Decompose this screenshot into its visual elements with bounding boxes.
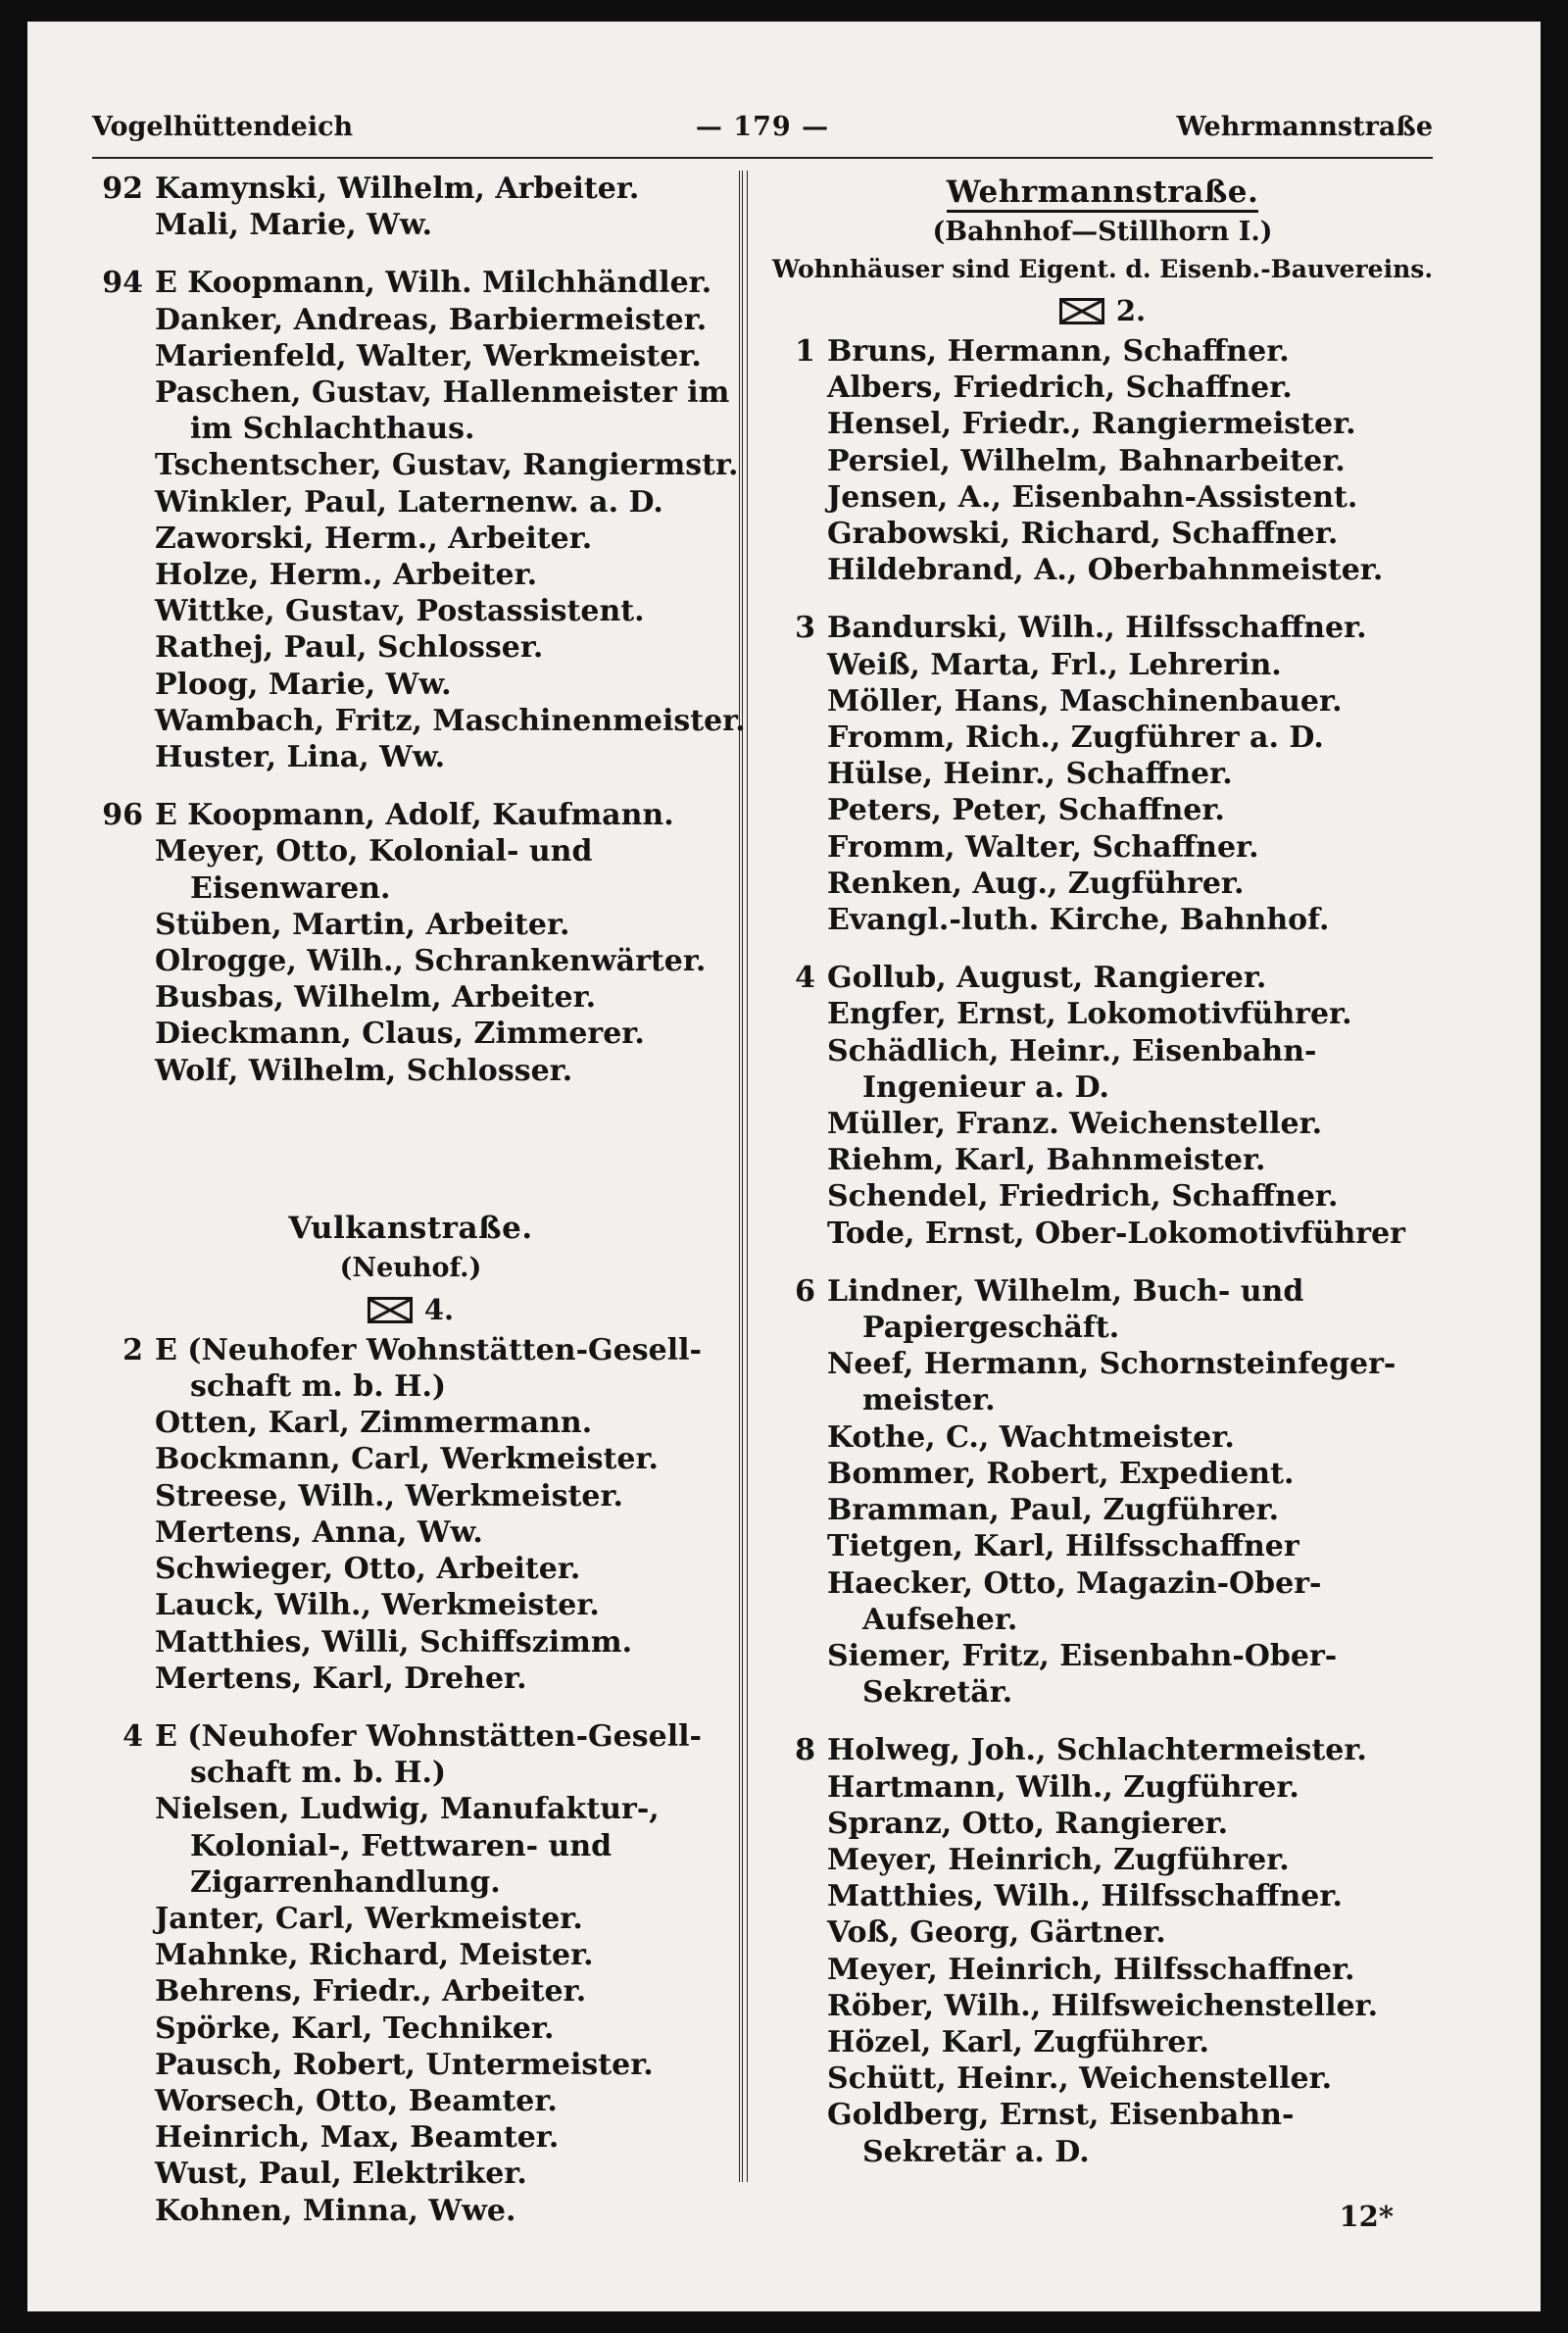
- entry-text: Fromm, Rich., Zugführer a. D.: [827, 720, 1324, 756]
- column-divider: [739, 171, 748, 2182]
- entry-text: Eisenwaren.: [190, 870, 391, 906]
- house-number-entry: [92, 171, 729, 207]
- header-left-street: Vogelhüttendeich: [92, 112, 354, 142]
- entry-text: Worsech, Otto, Beamter.: [155, 2083, 558, 2118]
- resident-entry: [92, 1478, 729, 1514]
- house-number: 4: [122, 1718, 143, 1754]
- resident-entry: [764, 683, 1441, 720]
- entry-text: Zigarrenhandlung.: [190, 1864, 501, 1900]
- resident-entry: [764, 647, 1441, 683]
- entry-text: Wust, Paul, Elektriker.: [155, 2157, 527, 2192]
- entry-text: Sekretär.: [862, 1675, 1013, 1711]
- house-block-2: [92, 1332, 729, 1697]
- entry-text: Gollub, August, Rangierer.: [827, 961, 1267, 996]
- entry-text: Nielsen, Ludwig, Manufaktur-,: [155, 1792, 660, 1827]
- entry-continuation: [92, 1864, 729, 1901]
- resident-entry: [92, 2047, 729, 2083]
- resident-entry: [764, 1456, 1441, 1492]
- house-number: 2: [122, 1332, 143, 1367]
- entry-text: Meyer, Otto, Kolonial- und: [155, 834, 593, 869]
- resident-entry: [764, 1952, 1441, 1988]
- resident-entry: [764, 1914, 1441, 1951]
- resident-entry: [764, 2060, 1441, 2097]
- entry-text: Bruns, Hermann, Schaffner.: [827, 334, 1290, 369]
- house-block-4-right: [764, 960, 1441, 1252]
- entry-text: E (Neuhofer Wohnstätten-Gesell-: [155, 1718, 702, 1754]
- entry-text: Zaworski, Herm., Arbeiter.: [155, 521, 593, 556]
- entry-text: Marienfeld, Walter, Werkmeister.: [155, 338, 702, 373]
- entry-text: Riehm, Karl, Bahnmeister.: [827, 1143, 1266, 1178]
- running-head: [92, 112, 1433, 151]
- entry-text: Röber, Wilh., Hilfsweichensteller.: [827, 1988, 1379, 2023]
- entry-text: Hülse, Heinr., Schaffner.: [827, 757, 1233, 792]
- resident-entry: [764, 1346, 1441, 1382]
- resident-entry: [92, 593, 729, 629]
- entry-text: Schädlich, Heinr., Eisenbahn-: [827, 1033, 1317, 1068]
- entry-continuation: [764, 1069, 1441, 1106]
- entry-text: Matthies, Wilh., Hilfsschaffner.: [827, 1879, 1343, 1914]
- entry-text: Wittke, Gustav, Postassistent.: [155, 594, 645, 629]
- resident-entry: [764, 1142, 1441, 1178]
- entry-text: Holze, Herm., Arbeiter.: [155, 558, 538, 593]
- house-block-8: [764, 1732, 1441, 2169]
- resident-entry: [92, 1514, 729, 1551]
- house-number-entry: [92, 1332, 729, 1368]
- house-number: 92: [102, 172, 143, 206]
- entry-text: Meyer, Heinrich, Hilfsschaffner.: [827, 1952, 1355, 1987]
- entry-text: Spranz, Otto, Rangierer.: [827, 1806, 1229, 1841]
- resident-entry: [92, 557, 729, 593]
- house-number-entry: [764, 1273, 1441, 1310]
- postal-district-number: 4.: [423, 1292, 455, 1326]
- entry-continuation: [92, 1755, 729, 1791]
- house-block-1: [764, 333, 1441, 588]
- entry-text: schaft m. b. H.): [190, 1369, 447, 1405]
- postal-district-wehrmannstrasse: [764, 288, 1441, 333]
- entry-text: Lindner, Wilhelm, Buch- und: [827, 1273, 1304, 1309]
- house-number-entry: [92, 1718, 729, 1755]
- resident-entry: [764, 996, 1441, 1032]
- resident-entry: [764, 792, 1441, 828]
- resident-entry: [764, 1988, 1441, 2024]
- entry-text: Mali, Marie, Ww.: [155, 208, 433, 243]
- entry-text: E Koopmann, Adolf, Kaufmann.: [155, 798, 674, 833]
- resident-entry: [92, 629, 729, 666]
- entry-text: Matthies, Willi, Schiffszimm.: [155, 1624, 633, 1660]
- house-block-96: [92, 797, 729, 1089]
- resident-entry: [92, 1405, 729, 1441]
- entry-text: Hartmann, Wilh., Zugführer.: [827, 1769, 1299, 1805]
- street-subtitle-vulkanstrasse: (Neuhof.): [339, 1252, 482, 1283]
- entry-text: Goldberg, Ernst, Eisenbahn-: [827, 2098, 1295, 2133]
- entry-text: Rathej, Paul, Schlosser.: [155, 630, 544, 666]
- postal-district-number: 2.: [1115, 294, 1147, 327]
- entry-continuation: [764, 2134, 1441, 2170]
- resident-entry: [764, 2097, 1441, 2133]
- resident-entry: [764, 1216, 1441, 1252]
- resident-entry: [764, 1492, 1441, 1528]
- entry-text: Müller, Franz. Weichensteller.: [827, 1107, 1323, 1142]
- entry-text: Lauck, Wilh., Werkmeister.: [155, 1588, 600, 1623]
- entry-text: Busbas, Wilhelm, Arbeiter.: [155, 980, 597, 1016]
- entry-text: Ingenieur a. D.: [862, 1069, 1109, 1105]
- resident-entry: [92, 1551, 729, 1587]
- entry-text: Albers, Friedrich, Schaffner.: [827, 371, 1293, 406]
- resident-entry: [92, 703, 746, 739]
- street-note-wehrmannstrasse: Wohnhäuser sind Eigent. d. Eisenb.-Bauvereins.: [771, 255, 1434, 283]
- resident-entry: [764, 720, 1441, 756]
- entry-text: Wambach, Fritz, Maschinenmeister.: [155, 703, 746, 738]
- page-number: — 179 —: [695, 112, 830, 142]
- entry-text: Wolf, Wilhelm, Schlosser.: [155, 1053, 573, 1088]
- postal-district-vulkanstrasse: [92, 1287, 729, 1332]
- entry-text: Hözel, Karl, Zugführer.: [827, 2024, 1209, 2060]
- resident-entry: [92, 2010, 729, 2047]
- entry-text: Spörke, Karl, Techniker.: [155, 2010, 555, 2046]
- resident-entry: [764, 1528, 1441, 1564]
- house-number: 94: [102, 266, 143, 301]
- entry-text: Ploog, Marie, Ww.: [155, 667, 452, 702]
- entry-text: Papiergeschäft.: [862, 1311, 1120, 1346]
- envelope-icon: [368, 1297, 413, 1323]
- entry-continuation: [92, 1368, 729, 1405]
- entry-text: Tschentscher, Gustav, Rangiermstr.: [155, 448, 739, 483]
- resident-entry: [92, 2156, 729, 2192]
- entry-text: Streese, Wilh., Werkmeister.: [155, 1478, 623, 1514]
- entry-text: Engfer, Ernst, Lokomotivführer.: [827, 997, 1352, 1032]
- resident-entry: [92, 1587, 729, 1623]
- entry-text: Peters, Peter, Schaffner.: [827, 793, 1225, 828]
- header-rule: [92, 157, 1433, 159]
- resident-entry: [764, 1033, 1441, 1069]
- resident-entry: [764, 1178, 1441, 1215]
- resident-entry: [92, 1661, 729, 1697]
- entry-text: Schendel, Friedrich, Schaffner.: [827, 1179, 1339, 1215]
- entry-text: im Schlachthaus.: [190, 412, 475, 447]
- entry-text: Stüben, Martin, Arbeiter.: [155, 907, 570, 942]
- resident-entry: [764, 516, 1441, 552]
- entry-text: Olrogge, Wilh., Schrankenwärter.: [155, 944, 707, 979]
- entry-text: Evangl.-luth. Kirche, Bahnhof.: [827, 903, 1330, 938]
- resident-entry: [92, 1937, 729, 1973]
- entry-text: Weiß, Marta, Frl., Lehrerin.: [827, 647, 1282, 682]
- entry-text: Kohnen, Minna, Wwe.: [155, 2193, 516, 2228]
- resident-entry: [764, 1106, 1441, 1142]
- entry-continuation: [764, 1602, 1441, 1638]
- entry-text: Bandurski, Wilh., Hilfsschaffner.: [827, 611, 1367, 646]
- entry-text: Siemer, Fritz, Eisenbahn-Ober-: [827, 1638, 1338, 1673]
- entry-text: Bramman, Paul, Zugführer.: [827, 1493, 1280, 1528]
- right-column: [764, 171, 1441, 2170]
- entry-continuation: [92, 411, 729, 447]
- house-block-94: [92, 265, 746, 775]
- resident-entry: [92, 1016, 729, 1052]
- entry-text: Schütt, Heinr., Weichensteller.: [827, 2061, 1333, 2097]
- entry-text: Voß, Georg, Gärtner.: [827, 1915, 1166, 1951]
- street-heading-vulkanstrasse: Vulkanstraße.: [288, 1210, 533, 1246]
- entry-text: Mertens, Anna, Ww.: [155, 1514, 483, 1550]
- directory-page: [27, 22, 1541, 2311]
- entry-continuation: [764, 1310, 1441, 1346]
- resident-entry: [764, 866, 1441, 902]
- entry-text: Meyer, Heinrich, Zugführer.: [827, 1842, 1290, 1877]
- entry-text: Sekretär a. D.: [862, 2134, 1090, 2169]
- resident-entry: [92, 2119, 729, 2156]
- resident-entry: [764, 479, 1441, 516]
- entry-text: Hildebrand, A., Oberbahnmeister.: [827, 553, 1384, 588]
- entry-text: Danker, Andreas, Barbiermeister.: [155, 302, 708, 337]
- entry-text: Tode, Ernst, Ober-Lokomotivführer: [827, 1216, 1405, 1251]
- house-number-entry: [764, 1732, 1441, 1768]
- house-number: 8: [795, 1733, 815, 1768]
- resident-entry: [92, 907, 729, 943]
- house-number: 1: [795, 334, 815, 369]
- resident-entry: [92, 447, 739, 483]
- entry-text: Jensen, A., Eisenbahn-Assistent.: [827, 479, 1358, 515]
- resident-entry: [764, 552, 1441, 588]
- header-right-street: Wehrmannstraße: [1176, 112, 1433, 142]
- resident-entry: [92, 338, 729, 374]
- entry-text: Neef, Hermann, Schornsteinfeger-: [827, 1347, 1396, 1382]
- entry-text: Holweg, Joh., Schlachtermeister.: [827, 1733, 1367, 1768]
- resident-entry: [92, 1791, 729, 1827]
- resident-entry: [92, 1901, 729, 1937]
- entry-text: Haecker, Otto, Magazin-Ober-: [827, 1565, 1322, 1601]
- resident-entry: [92, 484, 729, 521]
- resident-entry: [764, 1842, 1441, 1878]
- resident-entry: [764, 370, 1441, 406]
- resident-entry: [92, 2083, 729, 2119]
- entry-text: Bockmann, Carl, Werkmeister.: [155, 1442, 659, 1477]
- house-number: 96: [102, 798, 143, 833]
- entry-text: Mertens, Karl, Dreher.: [155, 1661, 527, 1696]
- resident-entry: [92, 521, 729, 557]
- resident-entry: [92, 207, 729, 243]
- entry-text: Huster, Lina, Ww.: [155, 740, 446, 775]
- resident-entry: [92, 1973, 729, 2010]
- resident-entry: [92, 943, 729, 979]
- resident-entry: [764, 829, 1441, 866]
- resident-entry: [764, 443, 1441, 479]
- house-block-3: [764, 610, 1441, 938]
- resident-entry: [764, 902, 1441, 938]
- entry-text: Schwieger, Otto, Arbeiter.: [155, 1552, 581, 1587]
- resident-entry: [92, 1624, 729, 1661]
- entry-continuation: [764, 1382, 1441, 1418]
- entry-text: Otten, Karl, Zimmermann.: [155, 1406, 593, 1441]
- resident-entry: [92, 833, 729, 869]
- entry-text: Dieckmann, Claus, Zimmerer.: [155, 1017, 645, 1052]
- street-title-text: Wehrmannstraße.: [947, 174, 1259, 213]
- envelope-icon: [1059, 298, 1104, 324]
- resident-entry: [764, 1565, 1441, 1602]
- entry-text: Grabowski, Richard, Schaffner.: [827, 517, 1339, 552]
- entry-text: Janter, Carl, Werkmeister.: [155, 1901, 583, 1936]
- house-block-4: [92, 1718, 729, 2229]
- entry-text: Bommer, Robert, Expedient.: [827, 1456, 1295, 1491]
- entry-text: Pausch, Robert, Untermeister.: [155, 2047, 654, 2082]
- resident-entry: [764, 1806, 1441, 1842]
- resident-entry: [92, 302, 729, 338]
- entry-continuation: [764, 1674, 1441, 1711]
- resident-entry: [764, 406, 1441, 442]
- resident-entry: [764, 2024, 1441, 2060]
- resident-entry: [764, 756, 1441, 792]
- signature-mark: 12*: [1339, 2200, 1394, 2233]
- house-number-entry: [764, 960, 1441, 996]
- entry-text: Behrens, Friedr., Arbeiter.: [155, 1974, 587, 2010]
- house-number: 6: [795, 1273, 815, 1309]
- entry-text: Paschen, Gustav, Hallenmeister im: [155, 375, 730, 411]
- street-subtitle-wehrmannstrasse: (Bahnhof—Stillhorn I.): [932, 217, 1273, 247]
- house-number: 3: [795, 611, 815, 646]
- entry-text: E Koopmann, Wilh. Milchhändler.: [155, 266, 712, 301]
- entry-text: Mahnke, Richard, Meister.: [155, 1938, 594, 1973]
- resident-entry: [92, 667, 729, 703]
- house-number: 4: [795, 961, 815, 996]
- house-number-entry: [764, 610, 1441, 646]
- left-column: [92, 171, 746, 2229]
- resident-entry: [764, 1419, 1441, 1456]
- entry-text: Hensel, Friedr., Rangiermeister.: [827, 407, 1356, 442]
- entry-text: Möller, Hans, Maschinenbauer.: [827, 683, 1343, 719]
- entry-text: Winkler, Paul, Laternenw. a. D.: [155, 484, 663, 520]
- entry-continuation: [92, 1828, 729, 1864]
- entry-text: Tietgen, Karl, Hilfsschaffner: [827, 1529, 1299, 1564]
- entry-text: Heinrich, Max, Beamter.: [155, 2120, 560, 2156]
- entry-text: Persiel, Wilhelm, Bahnarbeiter.: [827, 443, 1346, 478]
- entry-text: E (Neuhofer Wohnstätten-Gesell-: [155, 1332, 702, 1367]
- entry-text: meister.: [862, 1383, 996, 1418]
- resident-entry: [92, 1441, 729, 1477]
- house-number-entry: [764, 333, 1441, 370]
- resident-entry: [92, 1053, 729, 1089]
- house-block-92: [92, 171, 729, 243]
- resident-entry: [764, 1769, 1441, 1806]
- entry-text: schaft m. b. H.): [190, 1756, 447, 1791]
- entry-text: Fromm, Walter, Schaffner.: [827, 829, 1259, 865]
- entry-text: Renken, Aug., Zugführer.: [827, 866, 1245, 901]
- resident-entry: [92, 374, 729, 411]
- resident-entry: [92, 2193, 729, 2229]
- entry-text: Kamynski, Wilhelm, Arbeiter.: [155, 172, 640, 206]
- entry-continuation: [92, 870, 729, 907]
- resident-entry: [764, 1878, 1441, 1914]
- entry-text: Kothe, C., Wachtmeister.: [827, 1419, 1235, 1455]
- resident-entry: [764, 1638, 1441, 1674]
- resident-entry: [92, 979, 729, 1016]
- street-heading-wehrmannstrasse: [764, 171, 1441, 214]
- entry-text: Aufseher.: [862, 1602, 1018, 1637]
- resident-entry: [92, 739, 729, 775]
- house-number-entry: [92, 797, 729, 833]
- house-block-6: [764, 1273, 1441, 1711]
- house-number-entry: [92, 265, 729, 301]
- entry-text: Kolonial-, Fettwaren- und: [190, 1828, 612, 1863]
